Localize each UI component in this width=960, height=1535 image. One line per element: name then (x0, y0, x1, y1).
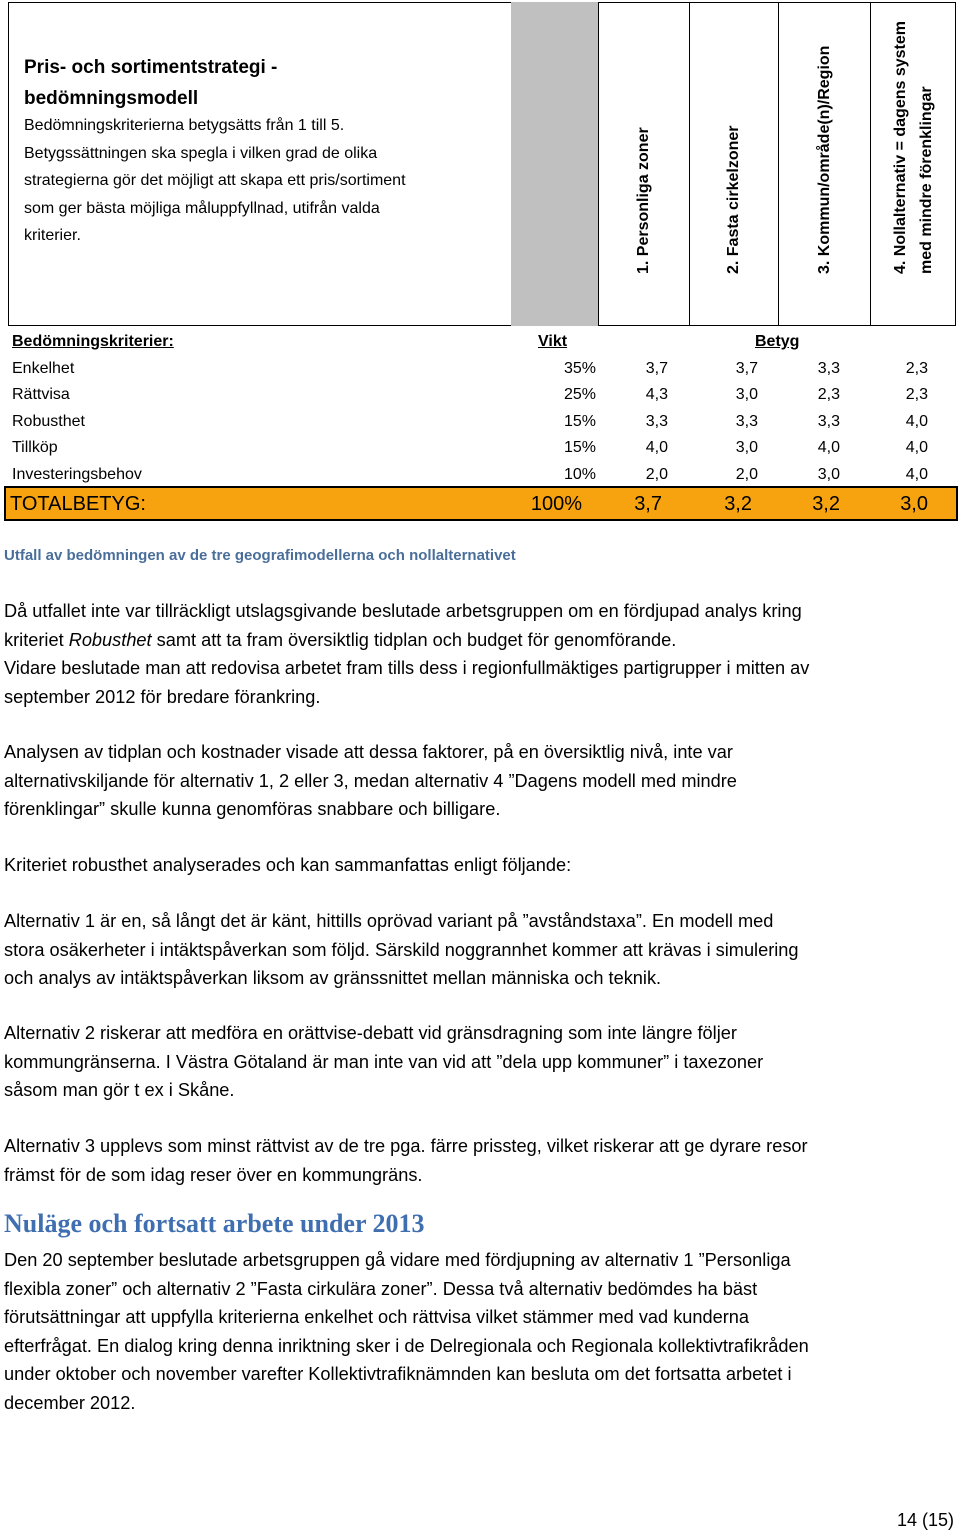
paragraph (4, 1246, 956, 1418)
paragraph (4, 907, 956, 993)
text-line: flexibla zoner” och alternativ 2 ”Fasta cirkulära zoner”. Dessa två alternativ bedömdes ha bäst (4, 1278, 758, 1299)
intro-line: Betygssättningen ska spegla i vilken grad de olika (24, 144, 378, 162)
criterion-name: Tillköp (12, 439, 58, 456)
alt4-label-line1: 4. Nollalternativ = dagens system (891, 21, 909, 274)
text-line: Den 20 september beslutade arbetsgruppen gå vidare med fördjupning av alternativ 1 ”Personliga (4, 1250, 791, 1270)
alt3-label: 3. Kommun/område(n)/Region (815, 45, 833, 274)
paragraph (4, 738, 956, 824)
criterion-name: Robusthet (12, 412, 85, 430)
italic-term: Robusthet (68, 629, 152, 650)
grade-alt1: 4,0 (645, 439, 668, 456)
text-span: samt att ta fram översiktlig tidplan och budget för genomförande. (151, 629, 677, 650)
grade-alt3: 3,3 (817, 359, 840, 377)
criteria-header: Bedömningskriterier: (12, 333, 174, 350)
table-header-row (8, 329, 958, 356)
text-line: och analys av intäktspåverkan liksom av gränssnittet mellan människa och teknik. (4, 968, 662, 989)
total-row (4, 486, 958, 521)
grade-alt4: 4,0 (905, 465, 928, 483)
text-line: Alternativ 2 riskerar att medföra en orättvise-debatt vid gränsdragning som inte längre följer (4, 1023, 737, 1043)
section-heading: Nuläge och fortsatt arbete under 2013 (4, 1209, 425, 1238)
total-alt1: 3,7 (634, 493, 662, 515)
grade-header: Betyg (755, 333, 800, 350)
grade-alt1: 2,0 (645, 465, 668, 483)
intro-block (24, 52, 510, 250)
grade-alt2: 3,0 (735, 439, 758, 456)
total-weight: 100% (530, 493, 582, 515)
intro-title-line2: bedömningsmodell (24, 88, 199, 109)
grade-alt4: 4,0 (905, 412, 928, 430)
grade-alt3: 3,0 (817, 465, 840, 483)
intro-line: kriterier. (24, 227, 81, 244)
alt1-header (598, 2, 689, 326)
grade-alt1: 3,3 (645, 412, 668, 430)
text-line: alternativskiljande för alternativ 1, 2 eller 3, medan alternativ 4 ”Dagens modell med mindre (4, 770, 737, 791)
alt4-label-line2: med mindre förenklingar (917, 86, 935, 274)
grade-alt1: 3,7 (645, 359, 668, 377)
intro-line: strategierna gör det möjligt att skapa ett pris/sortiment (24, 172, 406, 189)
alt4-header (870, 2, 956, 326)
criterion-name: Investeringsbehov (12, 465, 142, 483)
table-caption: Utfall av bedömningen av de tre geografimodellerna och nollalternativet (4, 547, 516, 564)
criterion-weight: 35% (563, 359, 596, 377)
criterion-weight: 25% (563, 386, 596, 403)
table-row (8, 462, 958, 489)
text-line: efterfrågat. En dialog kring denna inriktning sker i de Delregionala och Regionala kollektivtrafikråden (4, 1335, 809, 1356)
intro-line: som ger bästa möjliga måluppfyllnad, utifrån valda (24, 199, 380, 217)
total-label: TOTALBETYG: (10, 493, 146, 515)
text-line: Kriteriet robusthet analyserades och kan sammanfattas enligt följande: (4, 855, 572, 875)
criterion-weight: 10% (563, 465, 596, 483)
text-line: Vidare beslutade man att redovisa arbetet fram tills dess i regionfullmäktiges partigrupper i mitten av (4, 658, 810, 679)
criterion-weight: 15% (563, 439, 596, 456)
table-row (8, 382, 958, 409)
table-row (8, 409, 958, 436)
total-alt3: 3,2 (812, 493, 840, 515)
text-line: Analysen av tidplan och kostnader visade att dessa faktorer, på en översiktlig nivå, inte var (4, 742, 733, 762)
grade-alt3: 3,3 (817, 412, 840, 430)
paragraph (4, 1019, 956, 1105)
total-alt4: 3,0 (900, 493, 928, 515)
text-line (4, 626, 956, 655)
paragraph (4, 851, 956, 880)
paragraph (4, 597, 956, 711)
grade-alt2: 3,3 (735, 412, 758, 430)
grade-alt2: 3,0 (735, 386, 758, 403)
text-line: såsom man gör t ex i Skåne. (4, 1080, 235, 1101)
page-number: 14 (15) (896, 1510, 954, 1530)
text-line: september 2012 för bredare förankring. (4, 686, 321, 707)
weight-column-shading (511, 2, 598, 326)
text-line: kommungränserna. I Västra Götaland är man inte van vid att ”dela upp kommuner” i taxezoner (4, 1051, 764, 1072)
text-line: Alternativ 3 upplevs som minst rättvist av de tre pga. färre prissteg, vilket riskerar att ge dyrare resor (4, 1136, 808, 1156)
total-alt2: 3,2 (724, 493, 752, 515)
criterion-weight: 15% (563, 412, 596, 430)
text-line: förenklingar” skulle kunna genomföras snabbare och billigare. (4, 799, 501, 820)
text-line: december 2012. (4, 1392, 136, 1413)
text-line: Alternativ 1 är en, så långt det är känt, hittills oprövad variant på ”avståndstaxa”. En modell med (4, 911, 774, 931)
text-line: Då utfallet inte var tillräckligt utslagsgivande beslutade arbetsgruppen om en fördjupad analys kring (4, 601, 802, 621)
alt3-header (778, 2, 870, 326)
grade-alt3: 4,0 (817, 439, 840, 456)
intro-body (24, 112, 510, 250)
criterion-name: Rättvisa (12, 386, 70, 403)
weight-header: Vikt (538, 333, 568, 350)
paragraph (4, 1132, 956, 1189)
grade-alt3: 2,3 (817, 386, 840, 403)
text-line: under oktober och november varefter Kollektivtrafiknämnden kan besluta om det fortsatta arbetet i (4, 1364, 792, 1385)
intro-line: Bedömningskriterierna betygsätts från 1 till 5. (24, 117, 345, 134)
alt2-header (689, 2, 778, 326)
alt1-label: 1. Personliga zoner (635, 127, 652, 274)
alt2-label: 2. Fasta cirkelzoner (725, 125, 742, 274)
grade-alt2: 2,0 (735, 465, 758, 483)
text-line: stora osäkerheter i intäktspåverkan som följd. Särskild noggrannhet kommer att krävas i simulering (4, 939, 799, 960)
text-line: främst för de som idag reser över en kommungräns. (4, 1164, 423, 1185)
text-line: förutsättningar att uppfylla kriterierna enkelhet och rättvisa vilket stämmer med vad kunderna (4, 1307, 750, 1328)
grade-alt4: 4,0 (905, 439, 928, 456)
text-span: kriteriet (4, 629, 69, 650)
grade-alt2: 3,7 (735, 359, 758, 377)
criterion-name: Enkelhet (12, 359, 75, 377)
table-row (8, 356, 958, 383)
intro-title-line1: Pris- och sortimentstrategi - (24, 57, 278, 78)
grade-alt4: 2,3 (905, 359, 928, 377)
grade-alt4: 2,3 (905, 386, 928, 403)
table-row (8, 435, 958, 462)
grade-alt1: 4,3 (645, 386, 668, 403)
